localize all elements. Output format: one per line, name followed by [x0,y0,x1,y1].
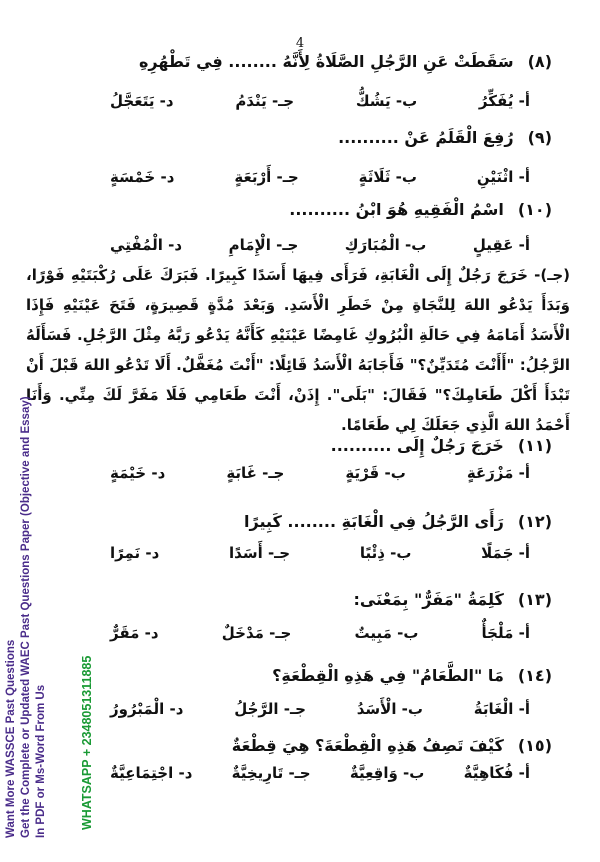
question-13-options [110,624,530,642]
option-d: د- خَمْسَةٍ [110,168,175,186]
question-12-options [110,544,530,562]
option-c: جـ- مَدْخَلٌ [221,624,292,642]
promo-watermark [4,396,49,838]
passage-label: (جـ)- [534,266,570,284]
question-number: (١٠) [517,200,552,219]
promo-line-3: In PDF or Ms-Word From Us [35,684,47,838]
question-9-options [110,168,530,186]
option-b: ب- وَاقِعِيَّةٌ [349,764,425,782]
question-15-stem [100,736,552,755]
option-a: أ- مَلْجَأٌ [481,624,530,642]
option-a: أ- يُفَكِّرُ [478,92,530,110]
question-9-stem [100,128,552,147]
question-text: اسْمُ الْفَقِيهِ هُوَ ابْنُ .......... [289,200,504,219]
question-number: (١٢) [517,512,552,531]
question-text: رُفِعَ الْقَلَمُ عَنْ .......... [338,128,514,147]
question-text: مَا "الطَّعَامُ" فِي هَذِهِ الْقِطْعَةِ؟ [272,666,504,685]
question-number: (١٥) [517,736,552,755]
option-c: جـ- أَسَدًا [229,544,291,562]
option-c: جـ- يَنْدَمُ [235,92,295,110]
promo-line-2: Get the Complete or Updated WAEC Past Questions Paper (Objective and Essay) [20,396,32,838]
option-c: جـ- أَرْبَعَةٍ [234,168,299,186]
question-number: (١٣) [517,590,552,609]
option-a: أ- مَزْرَعَةٍ [466,464,530,482]
option-b: ب- ذِئْبًا [359,544,412,562]
option-b: ب- الْأَسَدُ [356,700,423,718]
question-10-stem [100,200,552,219]
option-c: جـ- تَارِيخِيَّةٌ [231,764,311,782]
option-b: ب- مَبِيتٌ [354,624,419,642]
question-text: خَرَجَ رَجُلٌ إِلَى .......... [330,436,504,455]
option-a: أ- فُكَاهِيَّةٌ [463,764,530,782]
promo-line-1: Want More WASSCE Past Questions [5,639,17,838]
question-text: كَلِمَةُ "مَفَرٌّ" بِمَعْنَى: [353,590,504,609]
question-number: (١٤) [517,666,552,685]
whatsapp-contact: WHATSAPP + 2348051311885 [80,655,94,830]
option-a: أ- جَمَلًا [481,544,530,562]
question-number: (١١) [517,436,552,455]
question-15-options [110,764,530,782]
question-8-stem [100,52,552,71]
question-10-options [110,236,530,254]
page-number: 4 [295,36,305,51]
option-d: د- خَيْمَةٍ [110,464,166,482]
option-a: أ- اثْنَيْنِ [476,168,530,186]
option-d: د- الْمُفْتِي [110,236,183,254]
option-b: ب- ثَلَاثَةٍ [358,168,417,186]
option-d: د- يَتَعَجَّلُ [110,92,174,110]
option-c: جـ- الرَّجُلُ [234,700,306,718]
question-text: سَقَطَتْ عَنِ الرَّجُلِ الصَّلَاةُ لِأَنَّهُ ........ فِي تَطْهُرِهِ [138,52,514,71]
option-b: ب- يَشُكُّ [355,92,418,110]
question-number: (٨) [527,52,552,71]
question-12-stem [100,512,552,531]
option-a: أ- الْغَابَةُ [473,700,530,718]
option-a: أ- عَقِيلٍ [472,236,530,254]
question-14-stem [100,666,552,685]
option-b: ب- الْمُبَارَكِ [344,236,427,254]
question-8-options [110,92,530,110]
option-c: جـ- الْإِمَامِ [228,236,299,254]
option-d: د- اجْتِمَاعِيَّةٌ [110,764,193,782]
passage-text: خَرَجَ رَجُلٌ إِلَى الْغَابَةِ، فَرَأَى فِيهَا أَسَدًا كَبِيرًا. فَبَرَكَ عَلَى رُكْبَتَيْهِ فَوْرًا، وَبَدَأَ يَدْعُو اللهَ لِلنَّجَاةِ مِنْ خَطَرِ الْأَسَدِ. وَبَعْدَ مُدَّةٍ قَصِيرَةٍ، فَتَحَ عَيْنَيْهِ فَإِذَا الْأَسَدُ أَمَامَهُ فِي حَالَةِ الْبُرُوكِ غَامِضًا عَيْنَيْهِ كَأَنَّهُ يَدْعُو رَبَّهُ مِثْلَ الرَّجُلِ. فَسَأَلَهُ الرَّجُلُ: "أَأَنْتَ مُتَدَيِّنٌ؟" فَأَجَابَهُ الْأَسَدُ قَائِلًا: "أَنْتَ مُغَفَّلٌ. أَلَا تَدْعُو اللهَ قَبْلَ أَنْ تَبْدَأَ أَكْلَ طَعَامِكَ؟" فَقَالَ: "بَلَى". إِذَنْ، أَنْتَ طَعَامِي فَلَا مَفَرَّ لَكَ مِنِّي. وَأَنَا أَحْمَدُ اللهَ الَّذِي جَعَلَكَ لِي طَعَامًا. [26,266,570,434]
option-d: د- الْمَبْرُورُ [110,700,184,718]
option-c: جـ- غَابَةٍ [226,464,285,482]
option-d: د- مَقَرٌّ [110,624,159,642]
question-number: (٩) [527,128,552,147]
option-d: د- نَمِرًا [110,544,160,562]
question-11-stem [100,436,552,455]
question-13-stem [100,590,552,609]
question-14-options [110,700,530,718]
question-text: رَأَى الرَّجُلُ فِي الْغَابَةِ ........ كَبِيرًا [244,512,504,531]
question-11-options [110,464,530,482]
reading-passage [26,260,570,440]
question-text: كَيْفَ تَصِفُ هَذِهِ الْقِطْعَةَ؟ هِيَ قِطْعَةٌ [231,736,504,755]
option-b: ب- قَرْيَةٍ [345,464,406,482]
